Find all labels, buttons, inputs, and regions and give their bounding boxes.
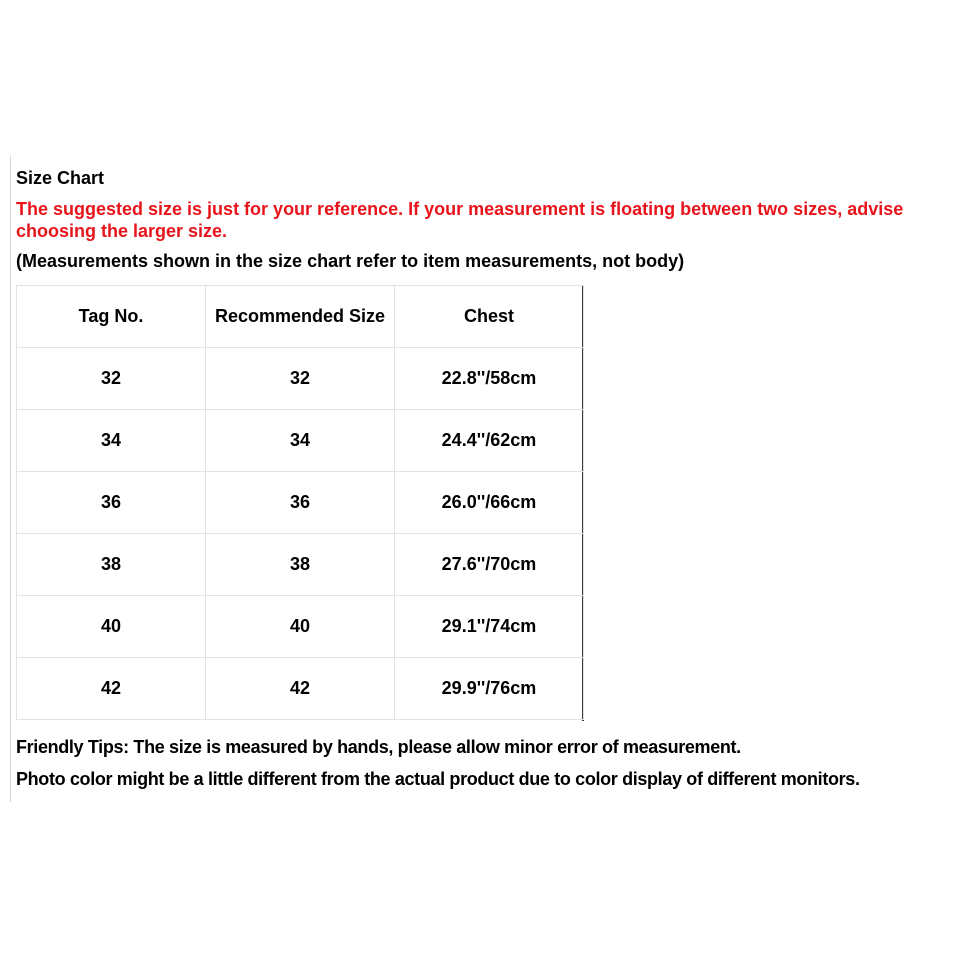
table-row (17, 472, 584, 534)
table-row (17, 410, 584, 472)
cell-tag-no: 32 (17, 348, 206, 410)
size-table (16, 285, 584, 720)
column-header-recommended-size: Recommended Size (206, 286, 395, 348)
cell-tag-no: 40 (17, 596, 206, 658)
cell-tag-no: 34 (17, 410, 206, 472)
cell-tag-no: 42 (17, 658, 206, 720)
cell-tag-no: 38 (17, 534, 206, 596)
cell-chest: 24.4''/62cm (395, 410, 584, 472)
column-header-chest: Chest (395, 286, 584, 348)
size-warning-text: The suggested size is just for your reference. If your measurement is floating between two sizes, advise choosing the larger size. (16, 199, 904, 241)
page-title: Size Chart (16, 168, 105, 188)
size-table-container (16, 285, 584, 721)
left-border-rule (10, 155, 11, 802)
measurement-note: (Measurements shown in the size chart refer to item measurements, not body) (16, 251, 685, 271)
cell-recommended-size: 34 (206, 410, 395, 472)
column-header-tag-no: Tag No. (17, 286, 206, 348)
table-row (17, 348, 584, 410)
cell-chest: 22.8''/58cm (395, 348, 584, 410)
cell-recommended-size: 42 (206, 658, 395, 720)
table-row (17, 534, 584, 596)
table-row (17, 658, 584, 720)
size-chart-header (16, 166, 956, 278)
cell-chest: 27.6''/70cm (395, 534, 584, 596)
table-header-row (17, 286, 584, 348)
tip-photo-color: Photo color might be a little different from the actual product due to color display of different monitors. (16, 769, 860, 789)
cell-chest: 29.1''/74cm (395, 596, 584, 658)
cell-recommended-size: 38 (206, 534, 395, 596)
tip-measurement-error: Friendly Tips: The size is measured by hands, please allow minor error of measurement. (16, 737, 741, 757)
friendly-tips (16, 736, 956, 800)
cell-chest: 29.9''/76cm (395, 658, 584, 720)
cell-tag-no: 36 (17, 472, 206, 534)
cell-chest: 26.0''/66cm (395, 472, 584, 534)
table-row (17, 596, 584, 658)
cell-recommended-size: 40 (206, 596, 395, 658)
cell-recommended-size: 32 (206, 348, 395, 410)
cell-recommended-size: 36 (206, 472, 395, 534)
